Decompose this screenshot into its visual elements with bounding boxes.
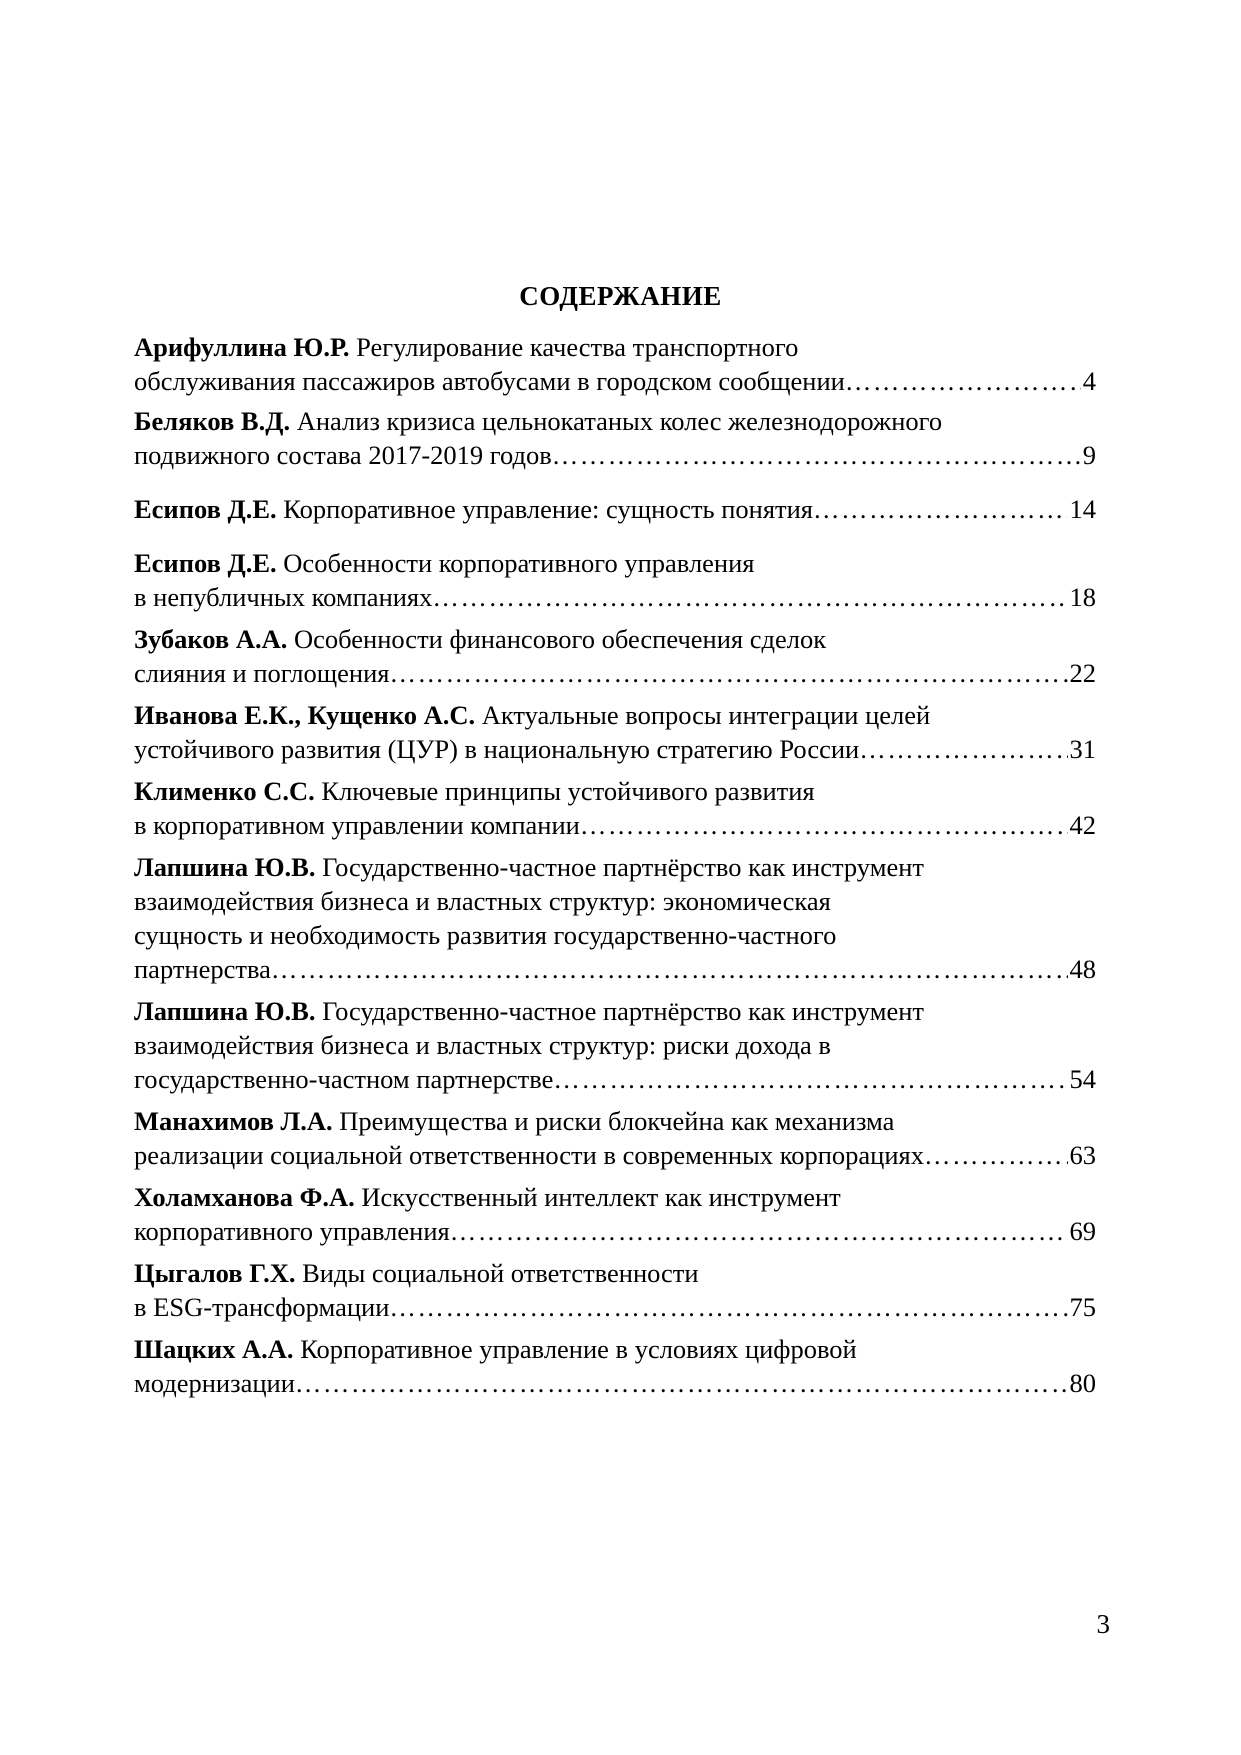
toc-entry-page: 54 [1069, 1064, 1096, 1094]
toc-entry-author: Есипов Д.Е. [134, 548, 277, 578]
toc-entry[interactable] [134, 698, 1096, 766]
toc-entry-author: Зубаков А.А. [134, 624, 288, 654]
toc-entry-title: слияния и поглощения [134, 658, 390, 688]
toc-entry-page: 75 [1069, 1292, 1096, 1322]
toc-entry[interactable] [134, 546, 1096, 614]
toc-entry-page: 18 [1069, 582, 1096, 612]
toc-entry-page: 80 [1069, 1368, 1096, 1398]
toc-entry[interactable] [134, 404, 1096, 472]
toc-entry-title: Актуальные вопросы интеграции целей [481, 700, 931, 730]
toc-entry-author: Холамханова Ф.А. [134, 1182, 355, 1212]
toc-entry-author: Беляков В.Д. [134, 406, 291, 436]
toc-entry-title: партнерства [134, 954, 271, 984]
toc-entry-author: Есипов Д.Е. [134, 494, 277, 524]
toc-entry-title: Анализ кризиса цельнокатаных колес железнодорожного [296, 406, 943, 436]
dot-leader [552, 438, 1081, 472]
toc-entry-title: Корпоративное управление: сущность понятия [283, 494, 813, 524]
toc-entry-author: Цыгалов Г.Х. [134, 1258, 296, 1288]
toc-entry-page: 9 [1082, 440, 1096, 470]
toc-entry[interactable] [134, 330, 1096, 398]
dot-leader [295, 1366, 1068, 1400]
toc-entry-title: Особенности корпоративного управления [283, 548, 755, 578]
toc-entry-title: государственно-частном партнерстве [134, 1064, 554, 1094]
toc-entry-title: в корпоративном управлении компании [134, 810, 580, 840]
toc-entry-author: Шацких А.А. [134, 1334, 294, 1364]
toc-entry-page: 4 [1082, 366, 1096, 396]
toc-entry-title: реализации социальной ответственности в современных корпорациях [134, 1140, 924, 1170]
toc-entry-author: Клименко С.С. [134, 776, 315, 806]
dot-leader [924, 1138, 1068, 1172]
dot-leader [390, 656, 1068, 690]
dot-leader [450, 1214, 1068, 1248]
dot-leader [432, 580, 1067, 614]
toc-entry-page: 48 [1069, 954, 1096, 984]
toc-entry-title: корпоративного управления [134, 1216, 450, 1246]
toc-entry-title: в непубличных компаниях [134, 582, 433, 612]
toc-entry[interactable] [134, 622, 1096, 690]
toc-entry-title: подвижного состава 2017-2019 годов [134, 440, 552, 470]
toc-entry-title: взаимодействия бизнеса и властных структур: экономическая [134, 886, 831, 916]
toc-entry-page: 63 [1069, 1140, 1096, 1170]
toc-entry-title: сущность и необходимость развития государственно-частного [134, 920, 837, 950]
toc-entry-title: Виды социальной ответственности [302, 1258, 699, 1288]
dot-leader [271, 952, 1068, 986]
toc-entry-title: Особенности финансового обеспечения сделок [293, 624, 827, 654]
dot-leader [813, 492, 1068, 526]
toc-entry-title: взаимодействия бизнеса и властных структур: риски дохода в [134, 1030, 831, 1060]
toc-entry-author: Лапшина Ю.В. [134, 996, 316, 1026]
toc-entry-title: обслуживания пассажиров автобусами в городском сообщении [134, 366, 845, 396]
page-title: СОДЕРЖАНИЕ [519, 281, 722, 311]
toc-entry-page: 14 [1069, 494, 1096, 524]
dot-leader [580, 808, 1068, 842]
page-number: 3 [1096, 1609, 1110, 1639]
toc-entry-author: Иванова Е.К., Кущенко А.С. [134, 700, 476, 730]
toc-entry-page: 22 [1069, 658, 1096, 688]
toc-entry-author: Арифуллина Ю.Р. [134, 332, 350, 362]
toc-entry[interactable] [134, 1180, 1096, 1248]
toc-entry[interactable] [134, 1104, 1096, 1172]
toc-entry-title: Государственно-частное партнёрство как инструмент [322, 852, 924, 882]
toc-entry-title: Искусственный интеллект как инструмент [361, 1182, 841, 1212]
table-of-contents [134, 330, 1096, 1400]
dot-leader [553, 1062, 1067, 1096]
toc-entry-title: Преимущества и риски блокчейна как механизма [339, 1106, 895, 1136]
toc-entry[interactable] [134, 1332, 1096, 1400]
dot-leader [845, 364, 1081, 398]
toc-entry-title: Ключевые принципы устойчивого развития [321, 776, 815, 806]
toc-entry-page: 31 [1069, 734, 1096, 764]
toc-entry-author: Лапшина Ю.В. [134, 852, 316, 882]
toc-entry[interactable] [134, 774, 1096, 842]
toc-entry[interactable] [134, 492, 1096, 526]
toc-entry[interactable] [134, 1256, 1096, 1324]
toc-entry-title: модернизации [134, 1368, 295, 1398]
toc-entry-title: Государственно-частное партнёрство как инструмент [322, 996, 924, 1026]
toc-entry-page: 69 [1069, 1216, 1096, 1246]
toc-entry-page: 42 [1069, 810, 1096, 840]
dot-leader [389, 1290, 1067, 1324]
toc-entry-title: Регулирование качества транспортного [356, 332, 799, 362]
toc-entry-title: устойчивого развития (ЦУР) в национальную стратегию России [134, 734, 860, 764]
toc-entry[interactable] [134, 850, 1096, 986]
toc-entry-title: Корпоративное управление в условиях цифровой [300, 1334, 857, 1364]
dot-leader [859, 732, 1067, 766]
toc-entry-author: Манахимов Л.А. [134, 1106, 333, 1136]
toc-entry[interactable] [134, 994, 1096, 1096]
toc-entry-title: в ESG-трансформации [134, 1292, 390, 1322]
